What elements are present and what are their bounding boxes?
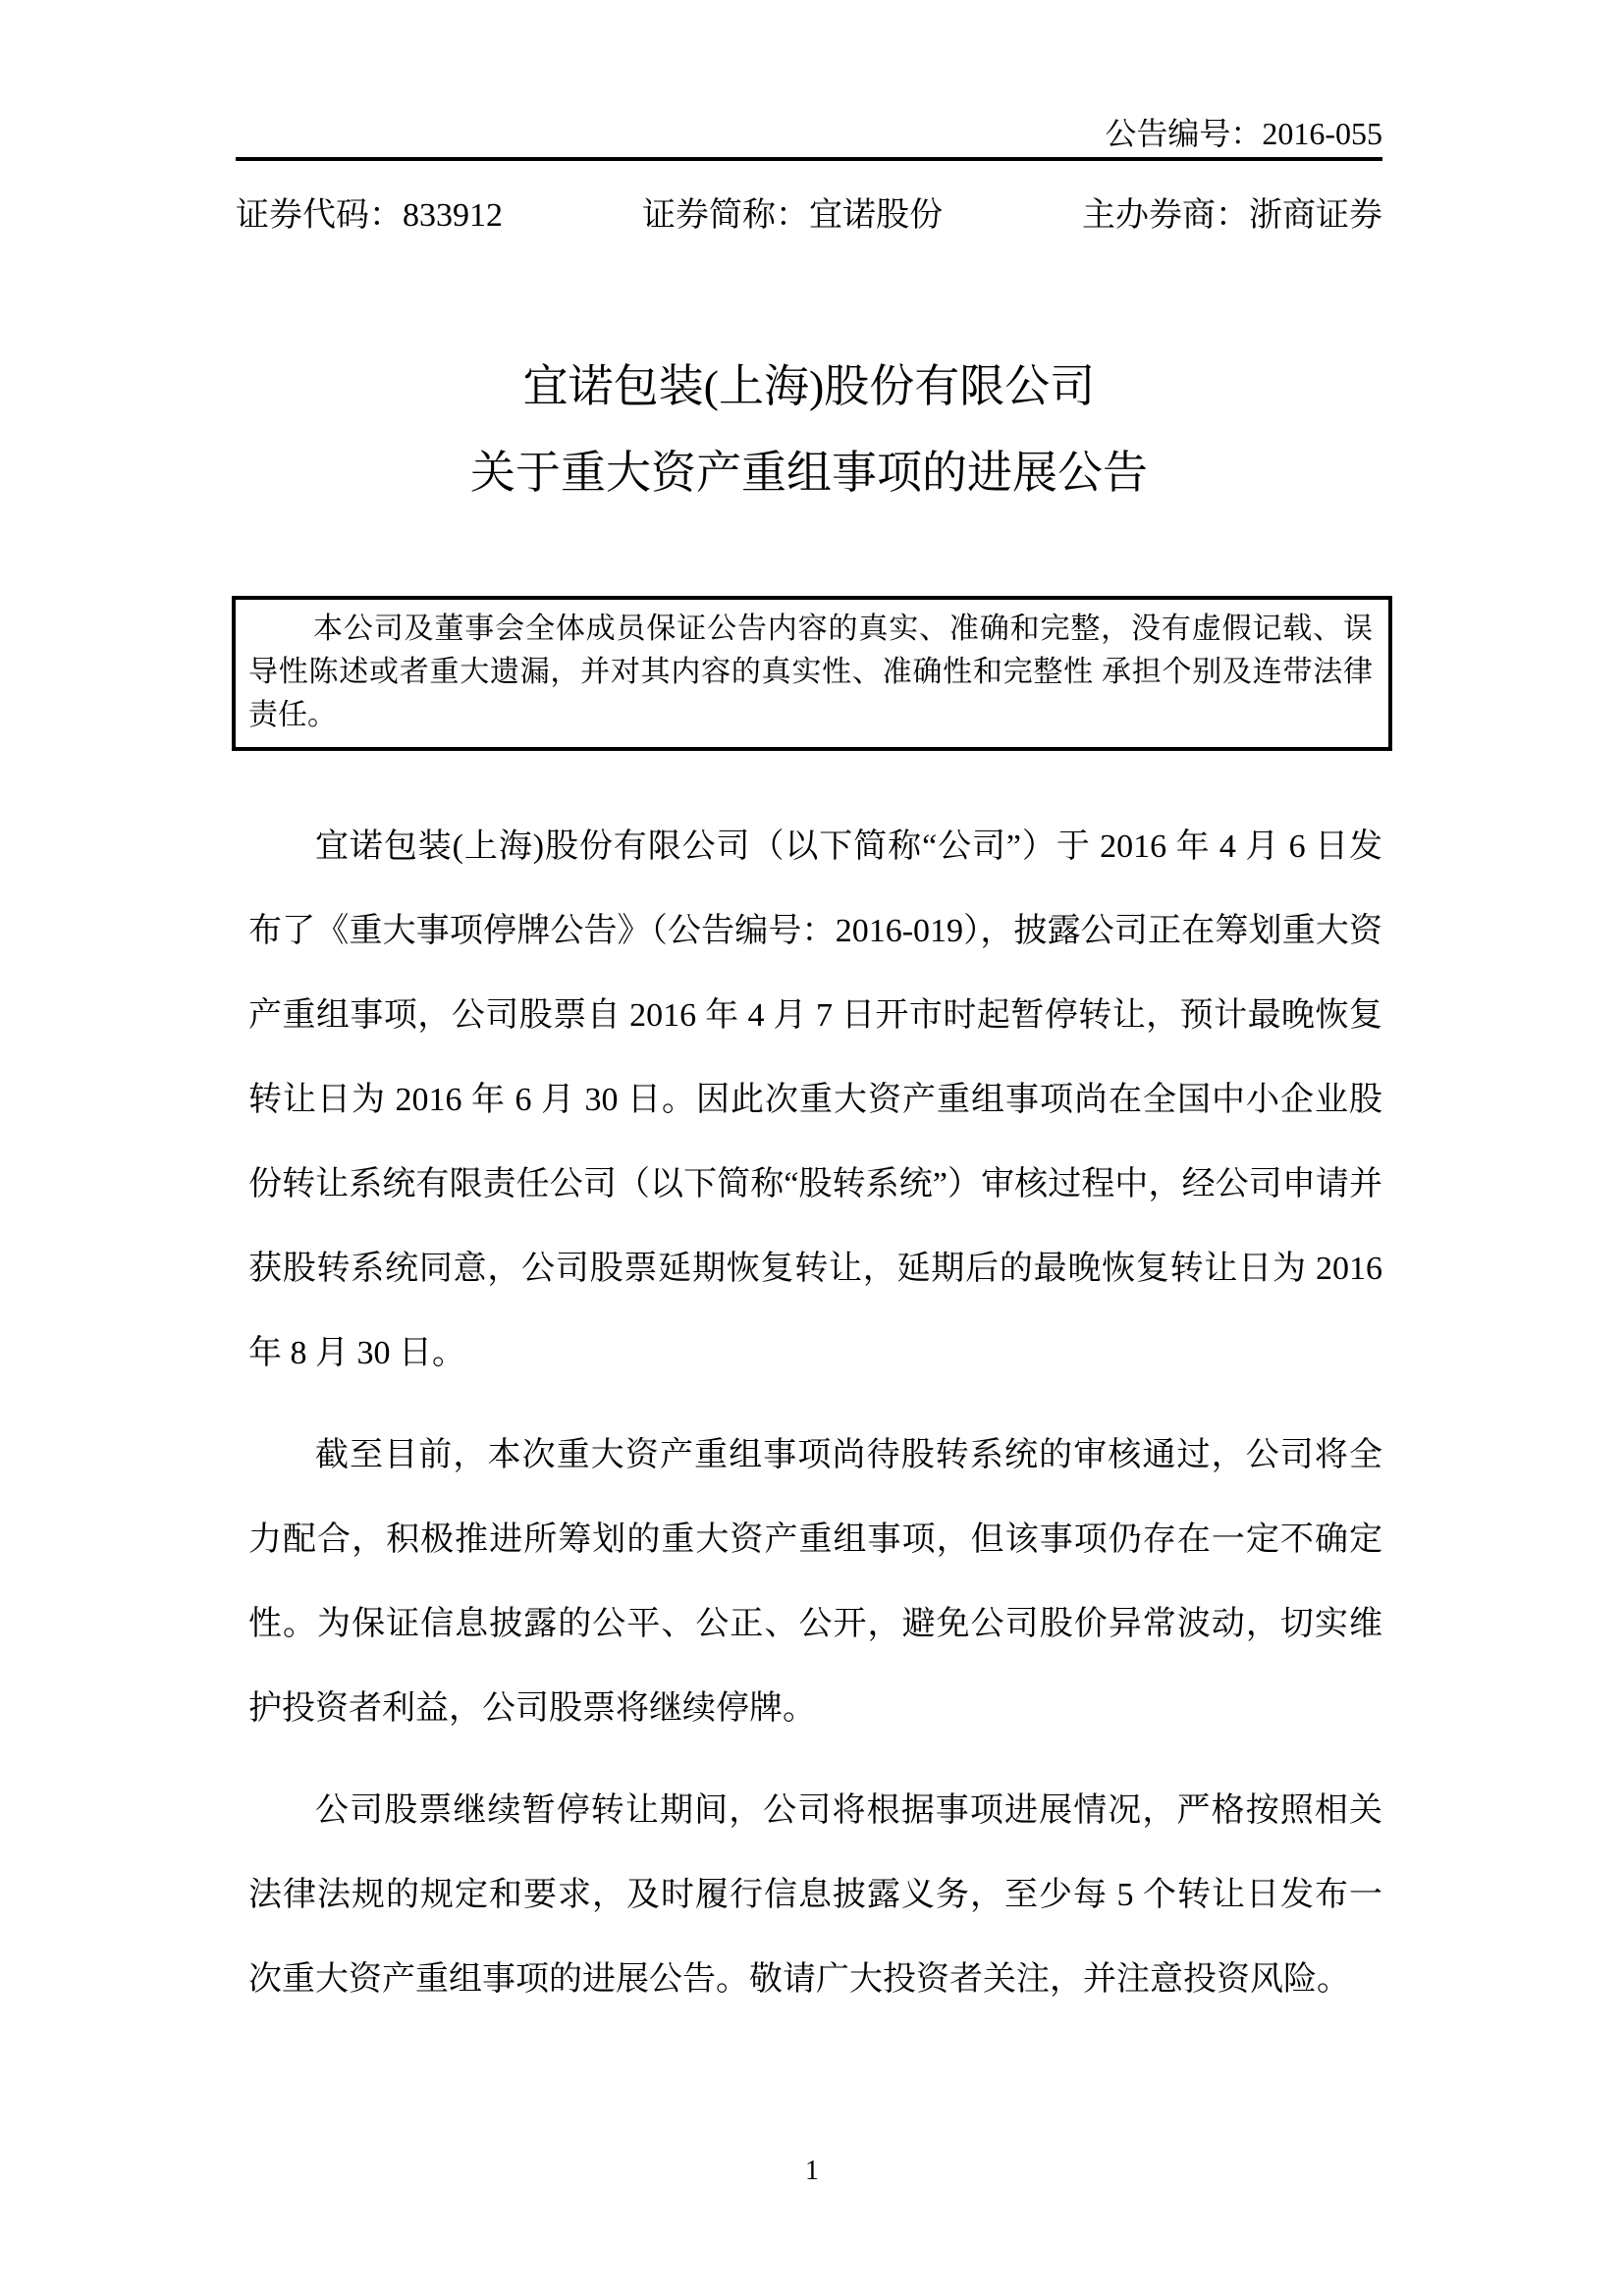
document-title bbox=[236, 344, 1382, 516]
stock-short-name: 证券简称：宜诺股份 bbox=[642, 197, 943, 234]
sponsor-broker: 主办券商：浙商证券 bbox=[1082, 197, 1382, 234]
page-number: 1 bbox=[805, 2156, 819, 2186]
header-divider-line bbox=[236, 157, 1382, 161]
securities-info-row bbox=[236, 196, 1382, 236]
disclaimer-text: 本公司及董事会全体成员保证公告内容的真实、准确和完整，没有虚假记载、误导性陈述或者重大遗漏，并对其内容的真实性、准确性和完整性 承担个别及连带法律责任。 bbox=[248, 613, 1373, 731]
announcement-number: 公告编号：2016-055 bbox=[1105, 116, 1382, 151]
body-paragraph-2: 截至目前，本次重大资产重组事项尚待股转系统的审核通过，公司将全力配合，积极推进所筹划的重大资产重组事项，但该事项仍存在一定不确定性。为保证信息披露的公平、公正、公开，避免公司股价异常波动，切实维护投资者利益，公司股票将继续停牌。 bbox=[248, 1437, 1382, 1727]
body-paragraph-1: 宜诺包装(上海)股份有限公司（以下简称“公司”）于 2016 年 4 月 6 日发布了《重大事项停牌公告》（公告编号：2016-019），披露公司正在筹划重大资产重组事项，公司股票自 2016 年 4 月 7 日开市时起暂停转让，预计最晚恢复转让日为 2016 年 6 月 30 日。因此次重大资产重组事项尚在全国中小企业股份转让系统有限责任公司（以下简称“股转系统”）审核过程中，经公司申请并获股转系统同意，公司股票延期恢复转让，延期后的最晚恢复转让日为 2016 年 8 月 30 日。 bbox=[248, 828, 1382, 1371]
announcement-body bbox=[236, 805, 1382, 2022]
company-name-title: 宜诺包装(上海)股份有限公司 bbox=[522, 361, 1096, 411]
body-paragraph-3: 公司股票继续暂停转让期间，公司将根据事项进展情况，严格按照相关法律法规的规定和要求，及时履行信息披露义务，至少每 5 个转让日发布一次重大资产重组事项的进展公告。敬请广大投资者关注，并注意投资风险。 bbox=[248, 1792, 1382, 1998]
disclaimer-box bbox=[232, 596, 1392, 751]
stock-code: 证券代码：833912 bbox=[236, 197, 503, 234]
announcement-subject-title: 关于重大资产重组事项的进展公告 bbox=[470, 448, 1148, 498]
